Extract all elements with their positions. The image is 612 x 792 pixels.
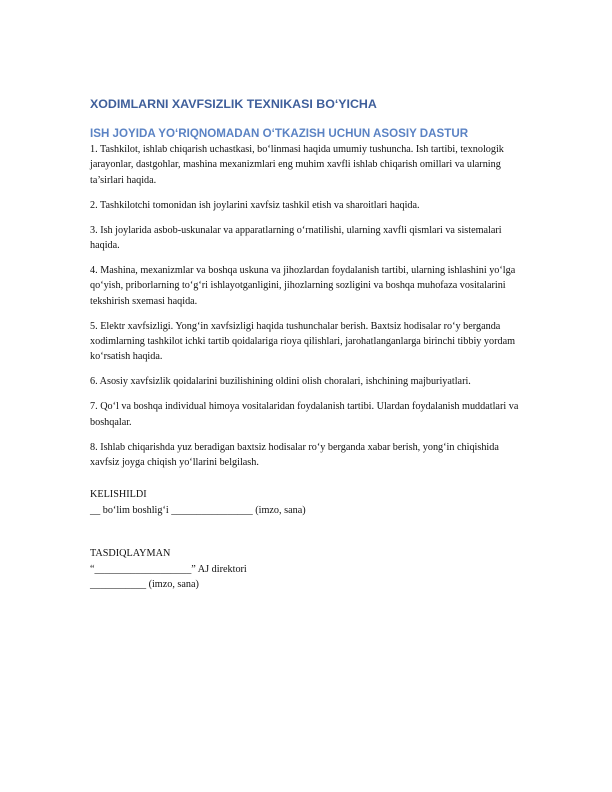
approved-heading: TASDIQLAYMAN — [90, 548, 171, 560]
approved-signature-line: ___________ (imzo, sana) — [90, 579, 199, 591]
paragraph-3: 3. Ish joylarida asbob-uskunalar va apparatlarning o‘rnatilishi, ularning xavfli qismlari va sistemalari haqida. — [90, 224, 502, 252]
document-title: XODIMLARNI XAVFSIZLIK TEXNIKASI BO‘YICHA — [90, 97, 377, 111]
paragraph-4: 4. Mashina, mexanizmlar va boshqa uskuna va jihozlardan foydalanish tartibi, ularning ishlashini yo‘lga qo‘yish, priborlarning to‘g‘ri ishlayotganligini, jihozlarning sozligini va boshqa muhofaza vositalarini tekshirish sxemasi haqida. — [90, 264, 516, 307]
agreed-block — [90, 487, 530, 518]
document-body — [90, 96, 530, 592]
approved-block — [90, 546, 530, 592]
paragraph-6: 6. Asosiy xavfsizlik qoidalarini buzilishining oldini olish choralari, ishchining majburiyatlari. — [90, 376, 471, 388]
approved-director-line: “___________________” AJ direktori — [90, 563, 247, 575]
paragraph-5: 5. Elektr xavfsizligi. Yong‘in xavfsizligi haqida tushunchalar berish. Baxtsiz hodisalar ro‘y berganda xodimlarning tashkilot ichki tartib qoidalariga rioya qilishlari, jarohatlanganlarga birinchi tibbiy yordam ko‘rsatish haqida. — [90, 320, 516, 363]
paragraph-1: 1. Tashkilot, ishlab chiqarish uchastkasi, bo‘linmasi haqida umumiy tushuncha. Ish tartibi, texnologik jarayonlar, dastgohlar, mashina mexanizmlari eng muhim xavfli ishlab chiqarish omillari va ularning ta’sirlari haqida. — [90, 144, 504, 186]
paragraph-7: 7. Qo‘l va boshqa individual himoya vositalaridan foydalanish tartibi. Ulardan foydalanish muddatlari va boshqalar. — [90, 401, 519, 428]
agreed-heading: KELISHILDI — [90, 489, 147, 501]
paragraph-2: 2. Tashkilotchi tomonidan ish joylarini xavfsiz tashkil etish va sharoitlari haqida. — [90, 199, 420, 211]
paragraph-8: 8. Ishlab chiqarishda yuz beradigan baxtsiz hodisalar ro‘y berganda xabar berish, yong‘in chiqishida xavfsiz joyga chiqish yo‘llarini belgilash. — [90, 441, 499, 468]
document-subtitle: ISH JOYIDA YO‘RIQNOMADAN O‘TKAZISH UCHUN ASOSIY DASTUR — [90, 127, 469, 140]
agreed-signature-line: __ bo‘lim boshlig‘i ________________ (imzo, sana) — [90, 504, 306, 516]
